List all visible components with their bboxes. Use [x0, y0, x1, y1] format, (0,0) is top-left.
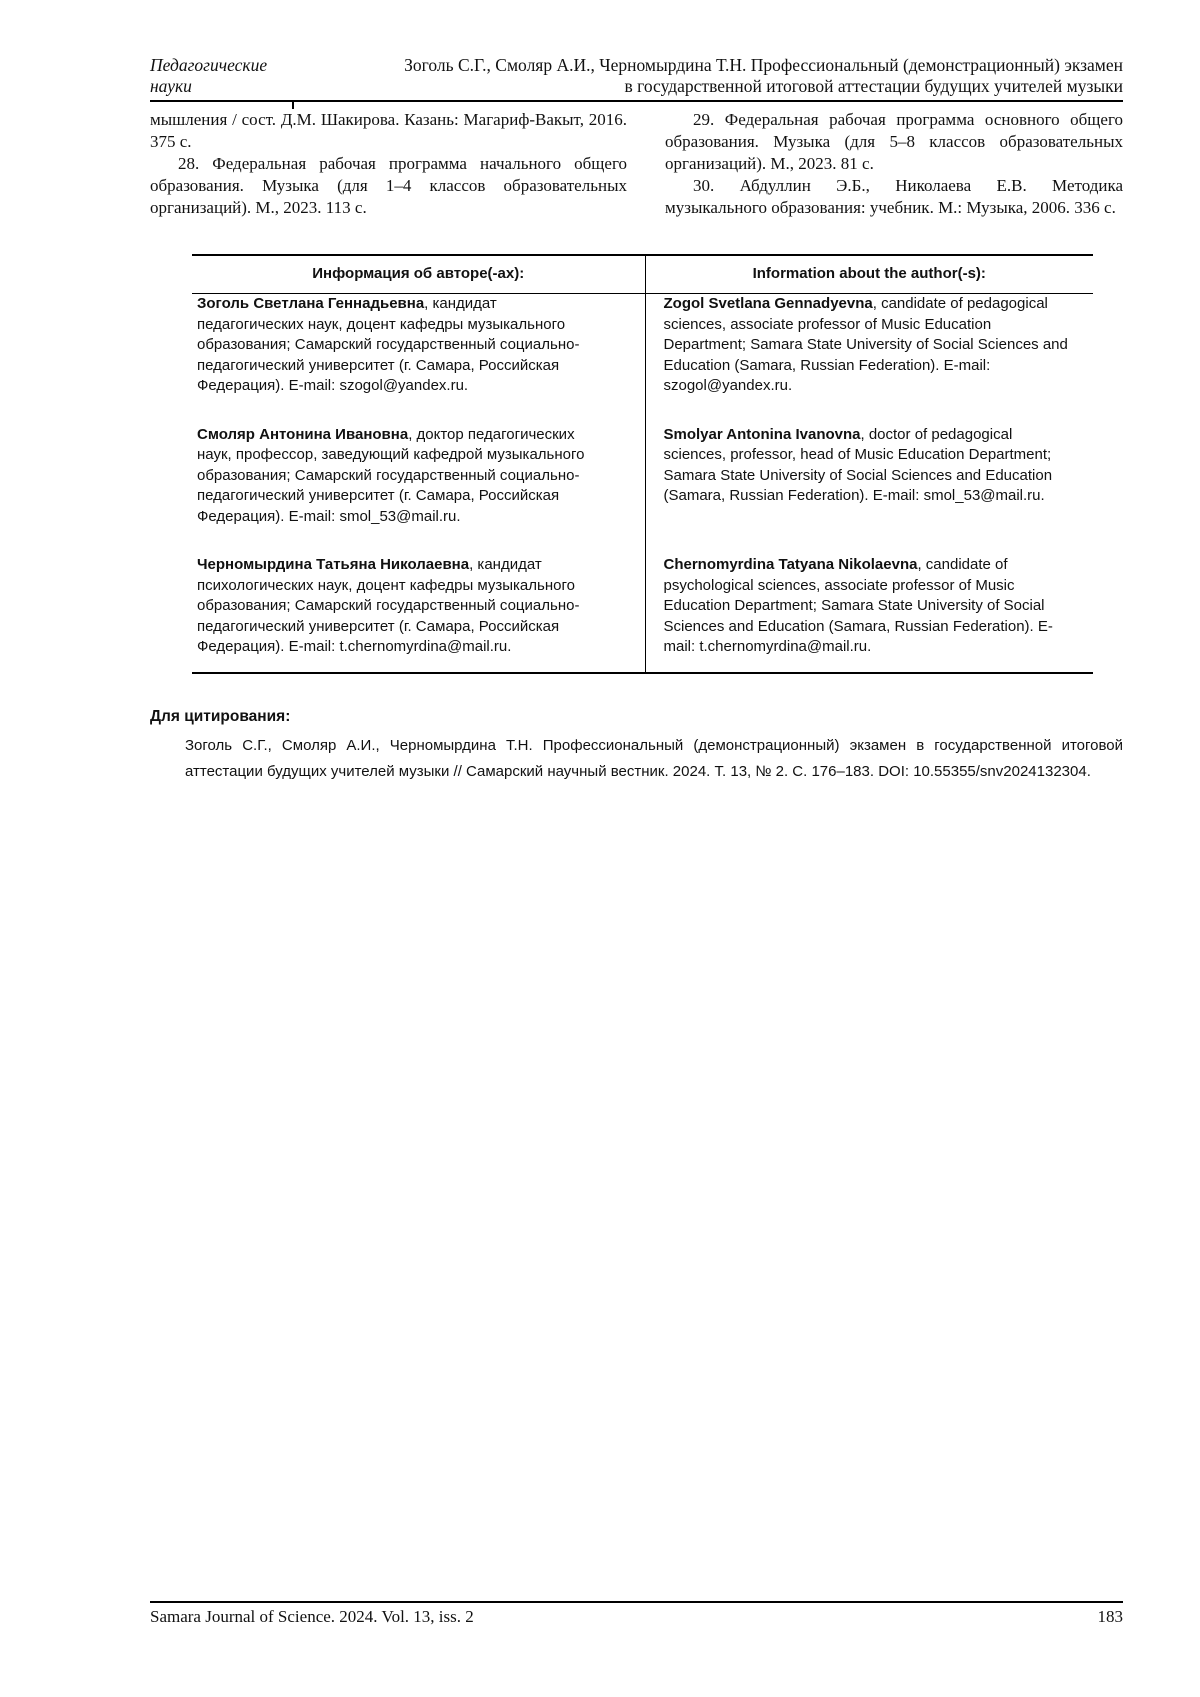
author-details-ru: , доктор педагогических наук, профессор, заведующий кафедрой музыкального образования; Самарский государственный социально-педагогический университет (г. Самара, Российская Федерация). E-mail: smol_53@mail.ru.: [197, 425, 585, 525]
header-rule-tick: [292, 100, 294, 109]
citation-text: Зоголь С.Г., Смоляр А.И., Черномырдина Т.Н. Профессиональный (демонстрационный) экзамен в государственной итоговой аттестации будущих учителей музыки // Самарский научный вестник. 2024. Т. 13, № 2. С. 176–183. DOI: 10.55355/snv2024132304.: [185, 736, 1123, 780]
author-row: [192, 425, 1093, 556]
author-info-en: [645, 555, 1093, 673]
citation-heading: Для цитирования:: [150, 707, 291, 725]
table-header-ru: Информация об авторе(-ах):: [192, 255, 645, 294]
author-row: [192, 294, 1093, 425]
table-header-en: Information about the author(-s):: [645, 255, 1093, 294]
running-head: [150, 55, 1123, 102]
footer-page-number: 183: [1097, 1607, 1123, 1626]
section-label: [150, 55, 267, 97]
running-title-line2: в государственной итоговой аттестации будущих учителей музыки: [624, 76, 1123, 96]
table-header-row: [192, 255, 1093, 294]
reference-item: 29. Федеральная рабочая программа основного общего образования. Музыка (для 5–8 классов образовательных организаций). М., 2023. 81 с.: [665, 110, 1123, 173]
reference-item: 28. Федеральная рабочая программа начального общего образования. Музыка (для 1–4 классов образовательных организаций). М., 2023. 113 с.: [150, 154, 627, 217]
author-name-ru: Черномырдина Татьяна Николаевна: [197, 556, 470, 573]
reference-item: 30. Абдуллин Э.Б., Николаева Е.В. Методика музыкального образования: учебник. М.: Музыка, 2006. 336 с.: [665, 176, 1123, 217]
author-name-en: Zogol Svetlana Gennadyevna: [663, 295, 873, 312]
author-info-en: [645, 294, 1093, 425]
author-info-ru: [192, 555, 645, 673]
reference-item: мышления / сост. Д.М. Шакирова. Казань: Магариф-Вакыт, 2016. 375 с.: [150, 110, 627, 151]
author-name-en: Chernomyrdina Tatyana Nikolaevna: [663, 556, 918, 573]
authors-info-table: [192, 254, 1093, 674]
author-info-ru: [192, 294, 645, 425]
footer-journal-title: Samara Journal of Science. 2024. Vol. 13, iss. 2: [150, 1607, 474, 1626]
references-left-column: [150, 109, 627, 219]
section-label-line1: Педагогические: [150, 55, 268, 75]
section-label-line2: науки: [150, 76, 192, 96]
citation-block: [150, 708, 1123, 785]
author-row: [192, 555, 1093, 673]
author-details-ru: , кандидат психологических наук, доцент кафедры музыкального образования; Самарский государственный социально-педагогический университет (г. Самара, Российская Федерация). E-mail: t.chernomyrdina@mail.ru.: [197, 556, 580, 655]
author-details-en: , doctor of pedagogical sciences, professor, head of Music Education Department; Samara State University of Social Sciences and Education (Samara, Russian Federation). E-mail: smol_53@mail.ru.: [663, 425, 1053, 504]
author-info-en: [645, 425, 1093, 556]
author-name-en: Smolyar Antonina Ivanovna: [663, 425, 861, 443]
author-details-en: , candidate of pedagogical sciences, associate professor of Music Education Department; Samara State University of Social Sciences and Education (Samara, Russian Federation). E-mail: szogol@yandex.ru.: [663, 295, 1068, 394]
author-name-ru: Смоляр Антонина Ивановна: [197, 425, 409, 443]
references-section: [150, 109, 1123, 219]
author-name-ru: Зоголь Светлана Геннадьевна: [197, 295, 425, 312]
author-details-ru: , кандидат педагогических наук, доцент кафедры музыкального образования; Самарский государственный социально-педагогический университет (г. Самара, Российская Федерация). E-mail: szogol@yandex.ru.: [197, 295, 580, 394]
author-info-ru: [192, 425, 645, 556]
page-content: [150, 55, 1123, 785]
page-footer: [150, 1601, 1123, 1627]
running-title-line1: Зоголь С.Г., Смоляр А.И., Черномырдина Т.Н. Профессиональный (демонстрационный) экзамен: [404, 55, 1123, 75]
references-right-column: [665, 109, 1123, 219]
running-title: [404, 55, 1123, 97]
author-details-en: , candidate of psychological sciences, associate professor of Music Education Department; Samara State University of Social Sciences and Education (Samara, Russian Federation). E-mail: t.chernomyrdina@mail.ru.: [663, 556, 1053, 655]
